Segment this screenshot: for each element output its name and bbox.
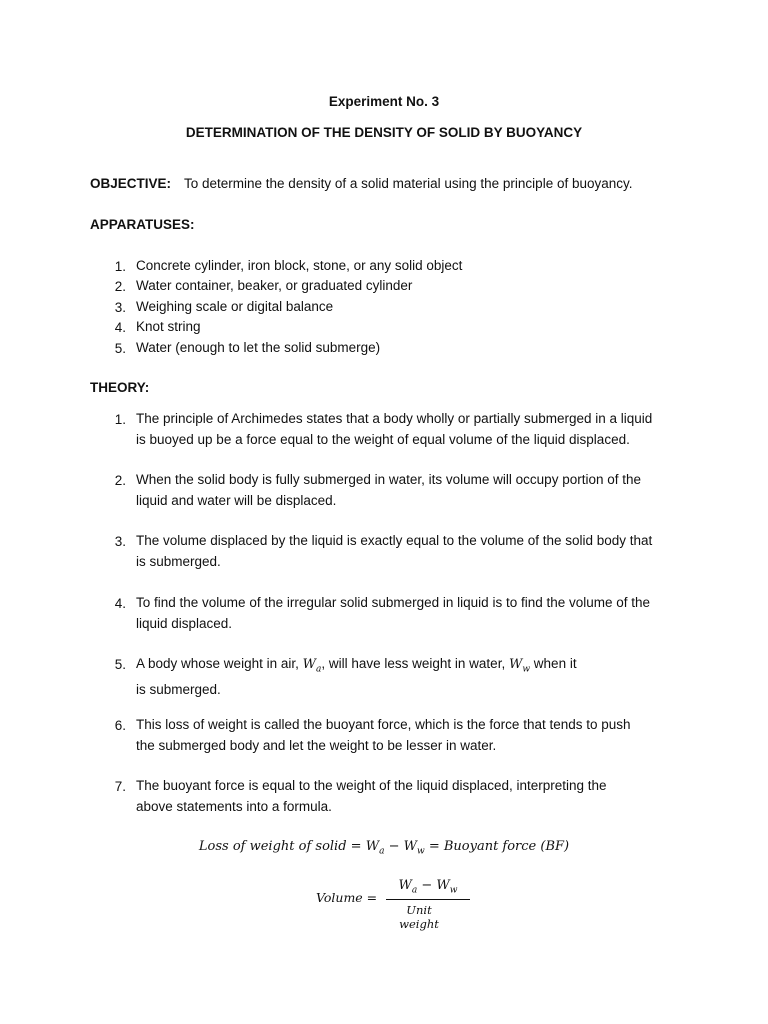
theory-line: is buoyed up be a force equal to the weight of equal volume of the liquid displaced. xyxy=(136,431,630,447)
experiment-title: Experiment No. 3 xyxy=(328,94,440,109)
theory-line: The buoyant force is equal to the weight of the liquid displaced, interpreting the xyxy=(136,778,607,793)
objective-heading: OBJECTIVE: xyxy=(90,176,172,191)
formula-text: Loss of weight of solid = W xyxy=(198,839,380,854)
theory-number: 2. xyxy=(114,473,126,488)
theory-item xyxy=(136,409,696,450)
formula-subscript: w xyxy=(449,885,458,896)
weight-in-air-symbol xyxy=(302,657,322,675)
apparatus-item: Water (enough to let the solid submerge) xyxy=(136,340,381,355)
apparatus-number: 5. xyxy=(114,341,126,356)
formula-text: − W xyxy=(417,878,450,893)
fraction-bar xyxy=(386,899,470,900)
formula-subscript: w xyxy=(416,846,425,857)
formula-text: W xyxy=(398,878,412,893)
theory-line: The volume displaced by the liquid is exactly equal to the volume of the solid body that xyxy=(136,533,653,548)
theory-item xyxy=(136,470,696,511)
apparatuses-heading: APPARATUSES: xyxy=(90,217,195,232)
theory-item xyxy=(136,593,696,634)
formula-text: = Buoyant force (BF) xyxy=(424,839,570,854)
theory-line: The principle of Archimedes states that a body wholly or partially submerged in a liquid xyxy=(136,411,653,426)
theory-item xyxy=(136,715,696,756)
theory-line: is submerged. xyxy=(136,553,221,569)
apparatus-number: 3. xyxy=(114,300,126,315)
theory-line: When the solid body is fully submerged in water, its volume will occupy portion of the xyxy=(136,472,641,487)
theory-number: 5. xyxy=(114,657,126,672)
theory-item xyxy=(136,776,696,817)
volume-formula-label: Volume = xyxy=(316,890,378,905)
objective-text: To determine the density of a solid material using the principle of buoyancy. xyxy=(184,176,633,191)
theory-line: the submerged body and let the weight to be lesser in water. xyxy=(136,737,497,753)
theory-number: 6. xyxy=(114,718,126,733)
apparatus-number: 2. xyxy=(114,279,126,294)
theory-line xyxy=(136,654,696,680)
theory-item xyxy=(136,531,696,572)
volume-fraction-numerator xyxy=(386,878,470,896)
apparatus-item: Weighing scale or digital balance xyxy=(136,299,334,314)
symbol-base: W xyxy=(302,657,316,672)
theory-number: 3. xyxy=(114,534,126,549)
theory-heading: THEORY: xyxy=(90,380,150,395)
apparatus-item: Water container, beaker, or graduated cylinder xyxy=(136,278,413,293)
apparatus-number: 1. xyxy=(114,259,126,274)
symbol-subscript: a xyxy=(315,664,322,675)
experiment-subtitle: DETERMINATION OF THE DENSITY OF SOLID BY BUOYANCY xyxy=(185,125,583,140)
theory-text: , will have less weight in water, xyxy=(321,656,509,671)
theory-line: liquid and water will be displaced. xyxy=(136,492,337,508)
buoyant-force-formula xyxy=(0,839,768,857)
theory-line: This loss of weight is called the buoyant force, which is the force that tends to push xyxy=(136,717,631,732)
volume-fraction-denominator: Unit weight xyxy=(399,903,439,931)
theory-number: 7. xyxy=(114,779,126,794)
theory-number: 1. xyxy=(114,412,126,427)
theory-item xyxy=(136,654,696,701)
apparatus-item: Concrete cylinder, iron block, stone, or any solid object xyxy=(136,258,463,273)
theory-text: A body whose weight in air, xyxy=(136,656,303,671)
theory-line: is submerged. xyxy=(136,682,221,698)
formula-text: − W xyxy=(384,839,417,854)
theory-line: liquid displaced. xyxy=(136,615,233,631)
formula-subscript: a xyxy=(379,846,385,857)
theory-line: above statements into a formula. xyxy=(136,798,332,814)
weight-in-water-symbol xyxy=(508,657,531,675)
theory-text: when it xyxy=(530,656,577,671)
theory-number: 4. xyxy=(114,596,126,611)
apparatus-item: Knot string xyxy=(136,319,201,334)
formula-subscript: a xyxy=(411,885,418,896)
symbol-base: W xyxy=(508,657,523,672)
theory-line: To find the volume of the irregular solid submerged in liquid is to find the volume of the xyxy=(136,595,651,610)
symbol-subscript: w xyxy=(522,664,531,675)
apparatus-number: 4. xyxy=(114,320,126,335)
